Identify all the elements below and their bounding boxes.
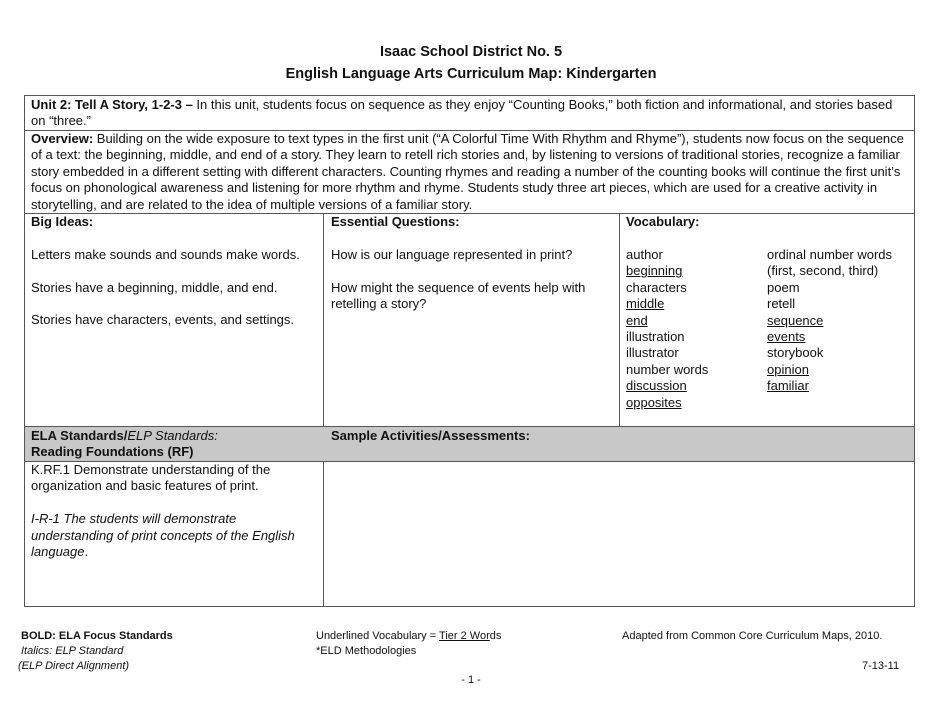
footer-date: 7-13-11 (862, 660, 900, 672)
essential-questions-heading: Essential Questions: (331, 214, 460, 229)
column-divider (619, 213, 620, 426)
vocab-word: beginning (626, 263, 683, 279)
vocabulary-heading: Vocabulary: (626, 214, 700, 229)
big-ideas-cell (31, 214, 316, 329)
vocab-word: retell (767, 296, 796, 312)
elp-standard-period: . (84, 544, 89, 560)
footer-eld-note: *ELD Methodologies (316, 645, 417, 657)
essential-question-item: How might the sequence of events help with retelling a story? (331, 279, 586, 311)
district-title: Isaac School District No. 5 (379, 44, 563, 60)
overview (31, 131, 911, 213)
vocab-word: illustrator (626, 345, 679, 361)
unit-text: In this unit, students focus on sequence as they enjoy “Counting Books,” both fiction and informational, and stories based on “three.” (31, 97, 893, 129)
elp-standards-label: ELP Standards: (127, 428, 218, 443)
overview-text: Building on the wide exposure to text types in the first unit (“A Colorful Time With Rhythm and Rhyme”), students now focus on the sequence of a text: the beginning, middle, and end of a story. They learn to retell rich stories and, by listening to versions of traditional stories, recognize a familiar story embedded in a different setting with different characters. Counting rhymes and reading a number of the counting books will continue the first unit’s focus on phonological awareness and listening for more rhythm and rhyme. Students study three art pieces, which are used for a creative activity in storytelling, and are related to the idea of multiple versions of a familiar story. (31, 131, 904, 212)
vocab-word: poem (767, 279, 800, 295)
vocabulary-cell (626, 214, 906, 230)
vocab-word: sequence (767, 312, 824, 328)
big-ideas-heading: Big Ideas: (31, 214, 94, 229)
column-divider (323, 213, 324, 607)
vocab-word: storybook (767, 345, 824, 361)
vocab-word: discussion (626, 378, 687, 394)
vocab-word: number words (626, 361, 709, 377)
vocab-word: familiar (767, 378, 809, 394)
standards-heading (31, 428, 316, 461)
page-number: - 1 - (461, 674, 481, 686)
footer-elp-direct: (ELP Direct Alignment) (18, 660, 130, 672)
standards-body (31, 462, 299, 560)
footer-bold-note: BOLD: ELA Focus Standards (21, 630, 173, 642)
vocab-word: end (626, 312, 648, 328)
standard-text: K.RF.1 Demonstrate understanding of the organization and basic features of print. (31, 462, 271, 494)
big-idea-item: Letters make sounds and sounds make words. (31, 246, 300, 262)
vocab-word: opposites (626, 394, 682, 410)
curriculum-title: English Language Arts Curriculum Map: Kindergarten (285, 66, 657, 82)
vocab-word: events (767, 329, 806, 345)
vocab-word: opinion (767, 361, 809, 377)
vocabulary-column-1 (626, 247, 766, 411)
vocabulary-column-2 (767, 247, 912, 395)
vocab-word: middle (626, 296, 665, 312)
activities-heading (331, 428, 891, 444)
vocab-word: author (626, 247, 663, 262)
overview-label: Overview: (31, 131, 94, 146)
vocab-word: characters (626, 279, 687, 295)
vocab-word: ordinal number words (767, 247, 893, 262)
ela-standards-label: ELA Standards/ (31, 428, 128, 443)
underline-note-word: Tier 2 Wor (439, 630, 490, 642)
essential-question-item: How is our language represented in print? (331, 246, 573, 262)
big-idea-item: Stories have a beginning, middle, and end. (31, 279, 278, 295)
big-idea-item: Stories have characters, events, and settings. (31, 312, 295, 328)
vocab-word: (first, second, third) (767, 263, 879, 279)
essential-questions-cell (331, 214, 615, 312)
footer-underline-note (316, 630, 501, 642)
unit-label: Unit 2: Tell A Story, 1-2-3 – (31, 97, 193, 112)
reading-foundations-label: Reading Foundations (RF) (31, 444, 194, 460)
footer-italic-note: Italics: ELP Standard (21, 645, 124, 657)
footer-adapted-note: Adapted from Common Core Curriculum Maps, 2010. (622, 630, 883, 642)
activities-heading-label: Sample Activities/Assessments: (331, 428, 530, 443)
unit-description (31, 97, 909, 130)
vocab-word: illustration (626, 329, 685, 345)
elp-standard-text: I-R-1 The students will demonstrate understanding of print concepts of the English language (31, 511, 295, 560)
underline-note-prefix: Underlined Vocabulary = (316, 630, 440, 642)
underline-note-suffix: ds (489, 630, 502, 642)
